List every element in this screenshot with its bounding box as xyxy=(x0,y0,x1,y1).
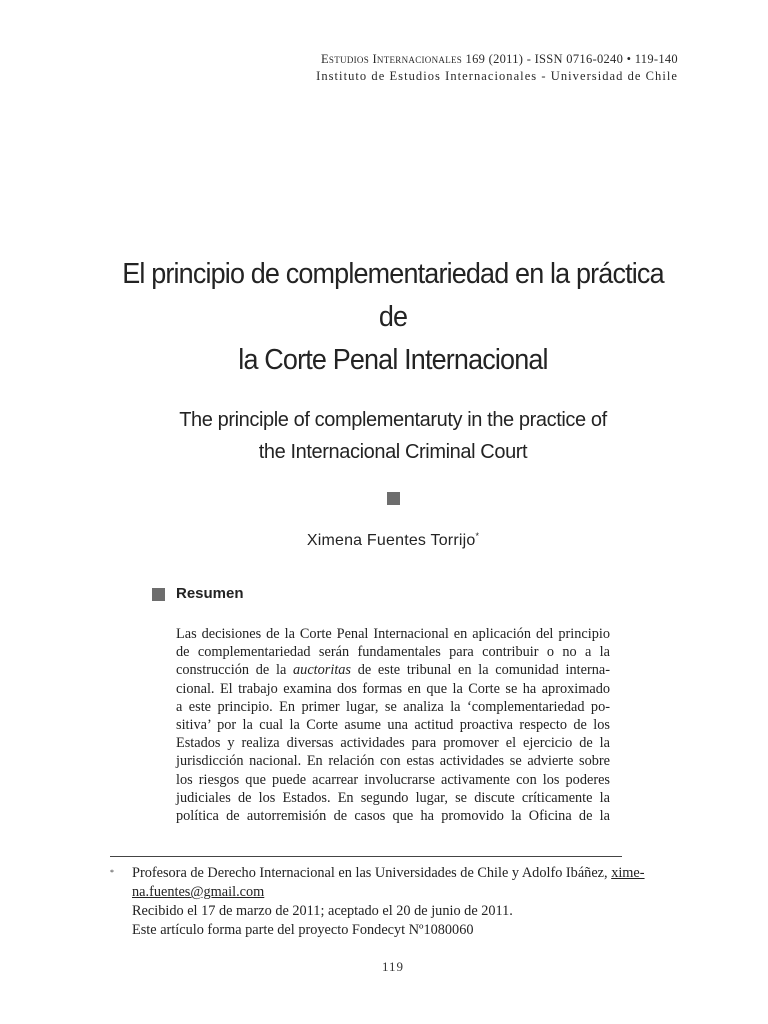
author-name: Ximena Fuentes Torrijo xyxy=(306,532,476,549)
footnote-marker: * xyxy=(110,868,114,877)
abstract-line: a este principio. En primer lugar, se analiza la ‘complementariedad po- xyxy=(176,698,610,715)
abstract-line: de complementariedad serán fundamentales para contribuir o no a la xyxy=(176,644,610,661)
abstract-heading: Resumen xyxy=(176,585,244,602)
email-link[interactable]: xime- xyxy=(611,865,645,881)
section-divider-square-icon xyxy=(387,492,400,505)
footnote-email-line xyxy=(132,883,678,902)
running-header xyxy=(316,51,678,84)
article-subtitle-english xyxy=(130,404,656,468)
abstract-line: Las decisiones de la Corte Penal Internacional en aplicación del principio xyxy=(176,626,610,642)
abstract-line: cional. El trabajo examina dos formas en que la Corte se ha aproximado xyxy=(176,680,610,697)
article-title-line: El principio de complementariedad en la práctica de xyxy=(122,258,664,333)
author-footnote-marker: * xyxy=(475,531,480,541)
resumen-bullet-square-icon xyxy=(152,588,165,601)
abstract-line: judiciales de los Estados. En segundo lugar, se discute críticamente la xyxy=(176,789,610,806)
footnote-project-line: Este artículo forma parte del proyecto Fondecyt Nº1080060 xyxy=(132,922,474,938)
author-byline xyxy=(0,531,768,550)
abstract-line: construcción de la auctoritas de este tribunal en la comunidad interna- xyxy=(176,662,610,679)
email-link[interactable]: na.fuentes@gmail.com xyxy=(132,884,265,900)
abstract-line: los riesgos que puede acarrear involucrarse activamente con los poderes xyxy=(176,771,610,788)
footnote-separator-rule xyxy=(110,856,622,857)
article-title-line: la Corte Penal Internacional xyxy=(238,344,548,376)
subtitle-line: The principle of complementaruty in the practice of xyxy=(179,409,607,431)
abstract-line: Estados y realiza diversas actividades para promover el ejercicio de la xyxy=(176,735,610,752)
institution-name: Instituto de Estudios Internacionales - Universidad de Chile xyxy=(316,69,678,83)
italic-term: auctoritas xyxy=(293,662,351,679)
abstract-line: sitiva’ por la cual la Corte asume una actitud proactiva respecto de los xyxy=(176,717,610,734)
subtitle-line: the Internacional Criminal Court xyxy=(258,441,528,463)
footnote-affiliation-line: Profesora de Derecho Internacional en las Universidades de Chile y Adolfo Ibáñez, xime- xyxy=(132,865,645,881)
abstract-body xyxy=(176,625,610,825)
journal-citation: Estudios Internacionales 169 (2011) - ISSN 0716-0240 • 119-140 xyxy=(320,52,678,66)
abstract-line: jurisdicción nacional. En relación con estas actividades se advierte sobre xyxy=(176,753,610,770)
author-footnote xyxy=(132,864,678,940)
footnote-received-line: Recibido el 17 de marzo de 2011; aceptado el 20 de junio de 2011. xyxy=(132,903,513,919)
page-number: 119 xyxy=(381,959,405,974)
article-title xyxy=(121,253,666,382)
abstract-line: política de autorremisión de casos que ha promovido la Oficina de la xyxy=(176,808,610,825)
